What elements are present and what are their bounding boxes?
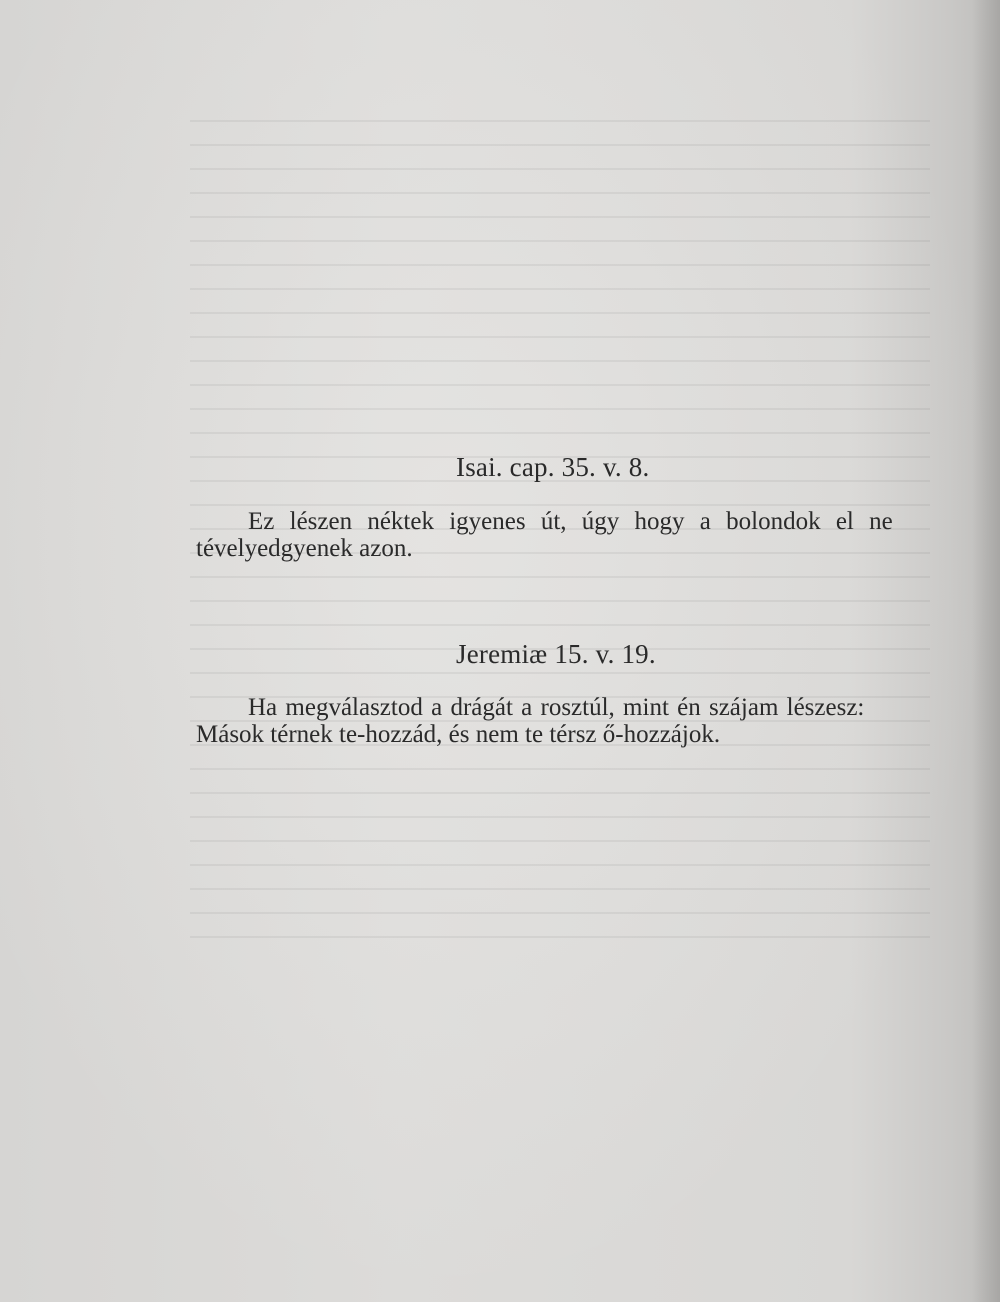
verse-line: tévelyedgyenek azon. xyxy=(196,535,413,562)
verse-line: Ha megválasztod a drágát a rosztúl, mint én szájam lészesz: xyxy=(248,694,865,721)
verse-line: Mások térnek te-hozzád, és nem te térsz ő-hozzájok. xyxy=(196,721,721,748)
passage-reference-isaiah: Isai. cap. 35. v. 8. xyxy=(456,452,650,482)
passage-text-isaiah xyxy=(196,508,926,562)
passage-text-jeremiah xyxy=(196,694,926,748)
passage-reference-jeremiah: Jeremiæ 15. v. 19. xyxy=(456,639,656,669)
page-edge-shadow xyxy=(972,0,1000,1302)
verse-line: Ez lészen néktek igyenes út, úgy hogy a bolondok el ne xyxy=(248,508,893,535)
